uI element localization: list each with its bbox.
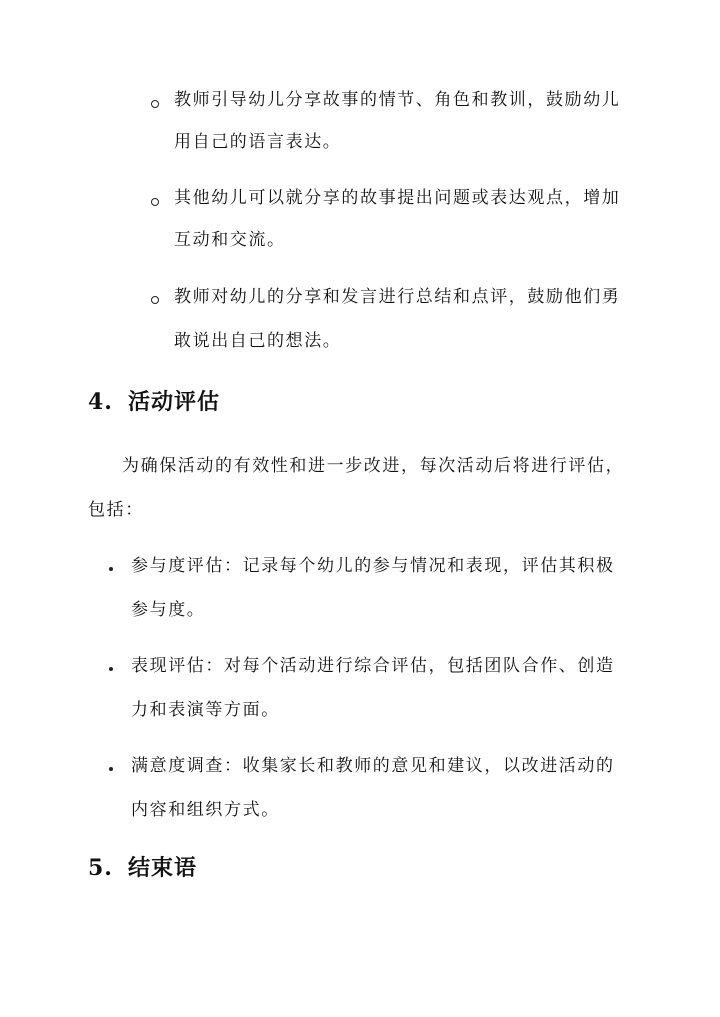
paragraph-line: 为确保活动的有效性和进一步改进，每次活动后将进行评估， bbox=[122, 456, 625, 476]
section-heading bbox=[88, 854, 197, 882]
sub-item-line: 用自己的语言表达。 bbox=[174, 132, 342, 152]
hollow-bullet-icon bbox=[151, 296, 159, 304]
list-item-line: 参与度评估：记录每个幼儿的参与情况和表现，评估其积极 bbox=[131, 556, 615, 576]
sub-item-line: 互动和交流。 bbox=[174, 230, 286, 250]
list-item-line: 表现评估：对每个活动进行综合评估，包括团队合作、创造 bbox=[131, 656, 615, 676]
section-title: 结束语 bbox=[128, 855, 198, 881]
sub-item-line: 教师引导幼儿分享故事的情节、角色和教训，鼓励幼儿 bbox=[174, 90, 621, 110]
bullet-dot-icon bbox=[109, 767, 113, 771]
section-number: 5. bbox=[88, 855, 113, 881]
list-item-line: 内容和组织方式。 bbox=[131, 800, 280, 820]
section-heading bbox=[88, 388, 220, 416]
sub-item-line: 敢说出自己的想法。 bbox=[174, 331, 342, 351]
hollow-bullet-icon bbox=[151, 198, 159, 206]
list-item-line: 力和表演等方面。 bbox=[131, 700, 280, 720]
list-item-line: 满意度调查：收集家长和教师的意见和建议，以改进活动的 bbox=[131, 756, 615, 776]
sub-item-line: 教师对幼儿的分享和发言进行总结和点评，鼓励他们勇 bbox=[174, 287, 621, 307]
sub-item-line: 其他幼儿可以就分享的故事提出问题或表达观点，增加 bbox=[174, 188, 621, 208]
hollow-bullet-icon bbox=[151, 100, 159, 108]
section-number: 4. bbox=[88, 389, 113, 415]
paragraph-line: 包括： bbox=[88, 500, 144, 520]
bullet-dot-icon bbox=[109, 667, 113, 671]
bullet-dot-icon bbox=[109, 567, 113, 571]
list-item-line: 参与度。 bbox=[131, 600, 206, 620]
section-title: 活动评估 bbox=[128, 389, 221, 415]
